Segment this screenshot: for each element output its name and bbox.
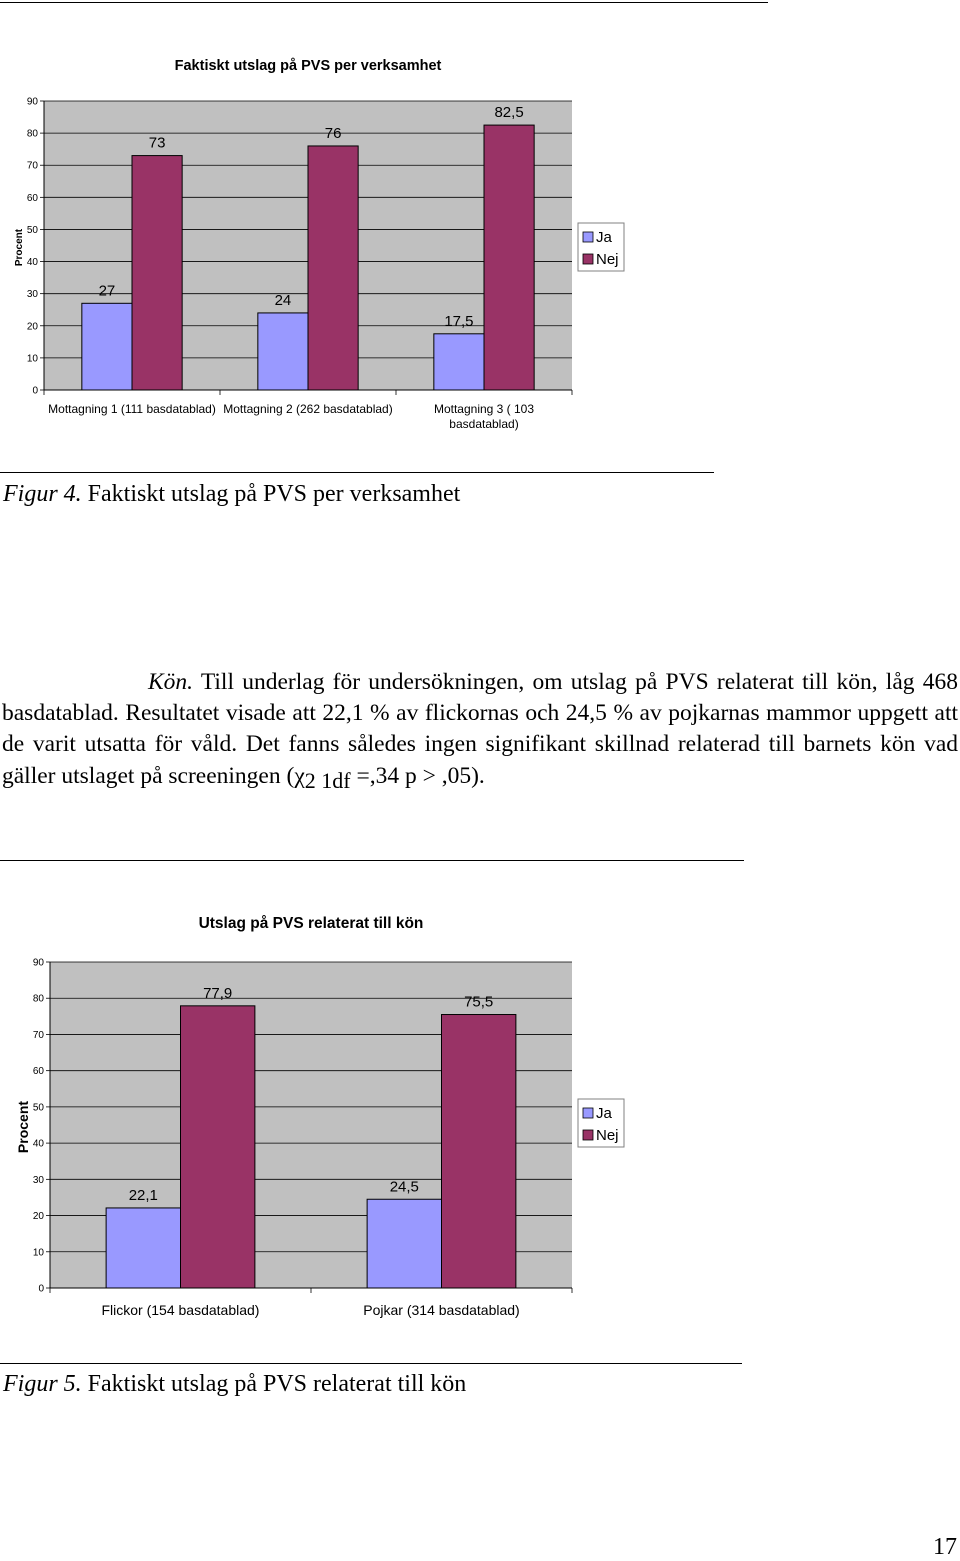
paragraph-lead: Kön. <box>148 669 194 695</box>
chart1-data-label-ja-0: 27 <box>98 282 116 300</box>
chart1-bar-ja-0 <box>82 303 132 390</box>
chart2-legend-swatch-nej <box>583 1130 593 1140</box>
figure-4-caption <box>3 481 460 508</box>
chart1-legend-label-nej: Nej <box>596 251 619 268</box>
chart1-legend-label-ja: Ja <box>596 229 612 246</box>
chart2-ytick-label-90: 90 <box>32 957 44 969</box>
page-number: 17 <box>933 1534 957 1560</box>
chart2-bar-ja-0 <box>106 1208 180 1288</box>
figure-5-caption <box>3 1371 466 1398</box>
caption-rule-top-fig5 <box>0 860 744 861</box>
chart1-bar-ja-1 <box>258 313 308 390</box>
chart-fig5 <box>0 900 700 1330</box>
chart1-data-label-ja-2: 17,5 <box>444 312 474 330</box>
chart1-legend-swatch-nej <box>583 254 593 264</box>
chart-fig4-svg <box>0 40 700 440</box>
figure-5-text: Faktiskt utslag på PVS relaterat till kön <box>87 1371 467 1397</box>
chart2-ytick-label-40: 40 <box>32 1138 44 1150</box>
chart1-bar-nej-2 <box>484 125 534 390</box>
chart2-legend-label-nej: Nej <box>596 1127 619 1144</box>
chart2-title: Utslag på PVS relaterat till kön <box>198 915 424 932</box>
chart2-ytick-label-10: 10 <box>32 1247 44 1259</box>
chart2-data-label-nej-1: 75,5 <box>464 993 494 1011</box>
paragraph-text-2: =,34 p > ,05). <box>350 763 485 789</box>
chart1-ytick-label-50: 50 <box>26 224 38 236</box>
chart1-ytick-label-70: 70 <box>26 160 38 172</box>
chart2-ytick-label-20: 20 <box>32 1211 44 1223</box>
chart1-ylabel: Procent <box>14 228 25 267</box>
chart2-bar-ja-1 <box>367 1199 441 1288</box>
chart1-ytick-label-80: 80 <box>26 128 38 140</box>
chart2-data-label-ja-1: 24,5 <box>389 1178 419 1196</box>
chart1-data-label-nej-1: 76 <box>324 124 342 142</box>
chart1-legend-swatch-ja <box>583 232 593 242</box>
chart1-ytick-label-10: 10 <box>26 353 38 365</box>
chart1-data-label-nej-2: 82,5 <box>494 104 524 122</box>
chart1-data-label-nej-0: 73 <box>148 134 166 152</box>
figure-4-label: Figur 4. <box>3 481 82 507</box>
top-rule <box>0 2 768 3</box>
chart1-bar-nej-1 <box>308 146 358 390</box>
chart2-legend-swatch-ja <box>583 1108 593 1118</box>
body-paragraph <box>2 667 958 792</box>
chart1-ytick-label-90: 90 <box>26 96 38 108</box>
chart2-bar-nej-1 <box>442 1015 516 1288</box>
chart1-category-label-1-0: Mottagning 2 (262 basdatablad) <box>223 402 393 416</box>
chart-fig4 <box>0 40 700 440</box>
chart1-category-label-2-1: basdatablad) <box>449 417 519 431</box>
chart2-bar-nej-0 <box>181 1006 255 1288</box>
chart-fig5-svg <box>0 900 700 1330</box>
chart1-category-label-2-0: Mottagning 3 ( 103 <box>433 402 535 416</box>
chart2-ytick-label-30: 30 <box>32 1174 44 1186</box>
chart2-legend-label-ja: Ja <box>596 1105 612 1122</box>
chart2-ytick-label-80: 80 <box>32 993 44 1005</box>
chart2-ytick-label-0: 0 <box>38 1283 44 1295</box>
chart1-bar-ja-2 <box>434 334 484 390</box>
paragraph-text-1: Till underlag för undersökningen, om utslag på PVS relaterat till kön, låg 468 basdatablad. Resultatet visade att 22,1 % av flickornas och 24,5 % av pojkarnas mammor uppgett att de varit utsatta för våld. Det fanns således ingen signifikant skillnad relaterad till barnets kön vad gäller utslaget på screeningen (χ <box>2 669 958 789</box>
chart1-title: Faktiskt utslag på PVS per verksamhet <box>174 58 442 74</box>
paragraph-subscript: 2 1df <box>304 768 351 793</box>
chart2-ytick-label-60: 60 <box>32 1066 44 1078</box>
caption-rule-fig5 <box>0 1363 742 1364</box>
chart1-category-label-0-0: Mottagning 1 (111 basdatablad) <box>48 402 216 416</box>
chart2-ytick-label-50: 50 <box>32 1102 44 1114</box>
chart2-category-label-0-0: Flickor (154 basdatablad) <box>101 1302 260 1318</box>
chart1-ytick-label-0: 0 <box>32 385 38 397</box>
figure-4-text: Faktiskt utslag på PVS per verksamhet <box>87 481 461 507</box>
chart2-category-label-1-0: Pojkar (314 basdatablad) <box>363 1302 520 1318</box>
chart2-data-label-ja-0: 22,1 <box>128 1186 158 1204</box>
chart1-data-label-ja-1: 24 <box>274 291 292 309</box>
chart1-ytick-label-30: 30 <box>26 289 38 301</box>
chart2-data-label-nej-0: 77,9 <box>203 984 233 1002</box>
chart1-ytick-label-40: 40 <box>26 257 38 269</box>
figure-5-label: Figur 5. <box>3 1371 82 1397</box>
chart1-ytick-label-20: 20 <box>26 321 38 333</box>
chart1-bar-nej-0 <box>132 156 182 390</box>
chart2-ytick-label-70: 70 <box>32 1029 44 1041</box>
caption-rule-fig4 <box>0 472 714 473</box>
chart1-ytick-label-60: 60 <box>26 192 38 204</box>
chart2-ylabel: Procent <box>15 1100 31 1154</box>
